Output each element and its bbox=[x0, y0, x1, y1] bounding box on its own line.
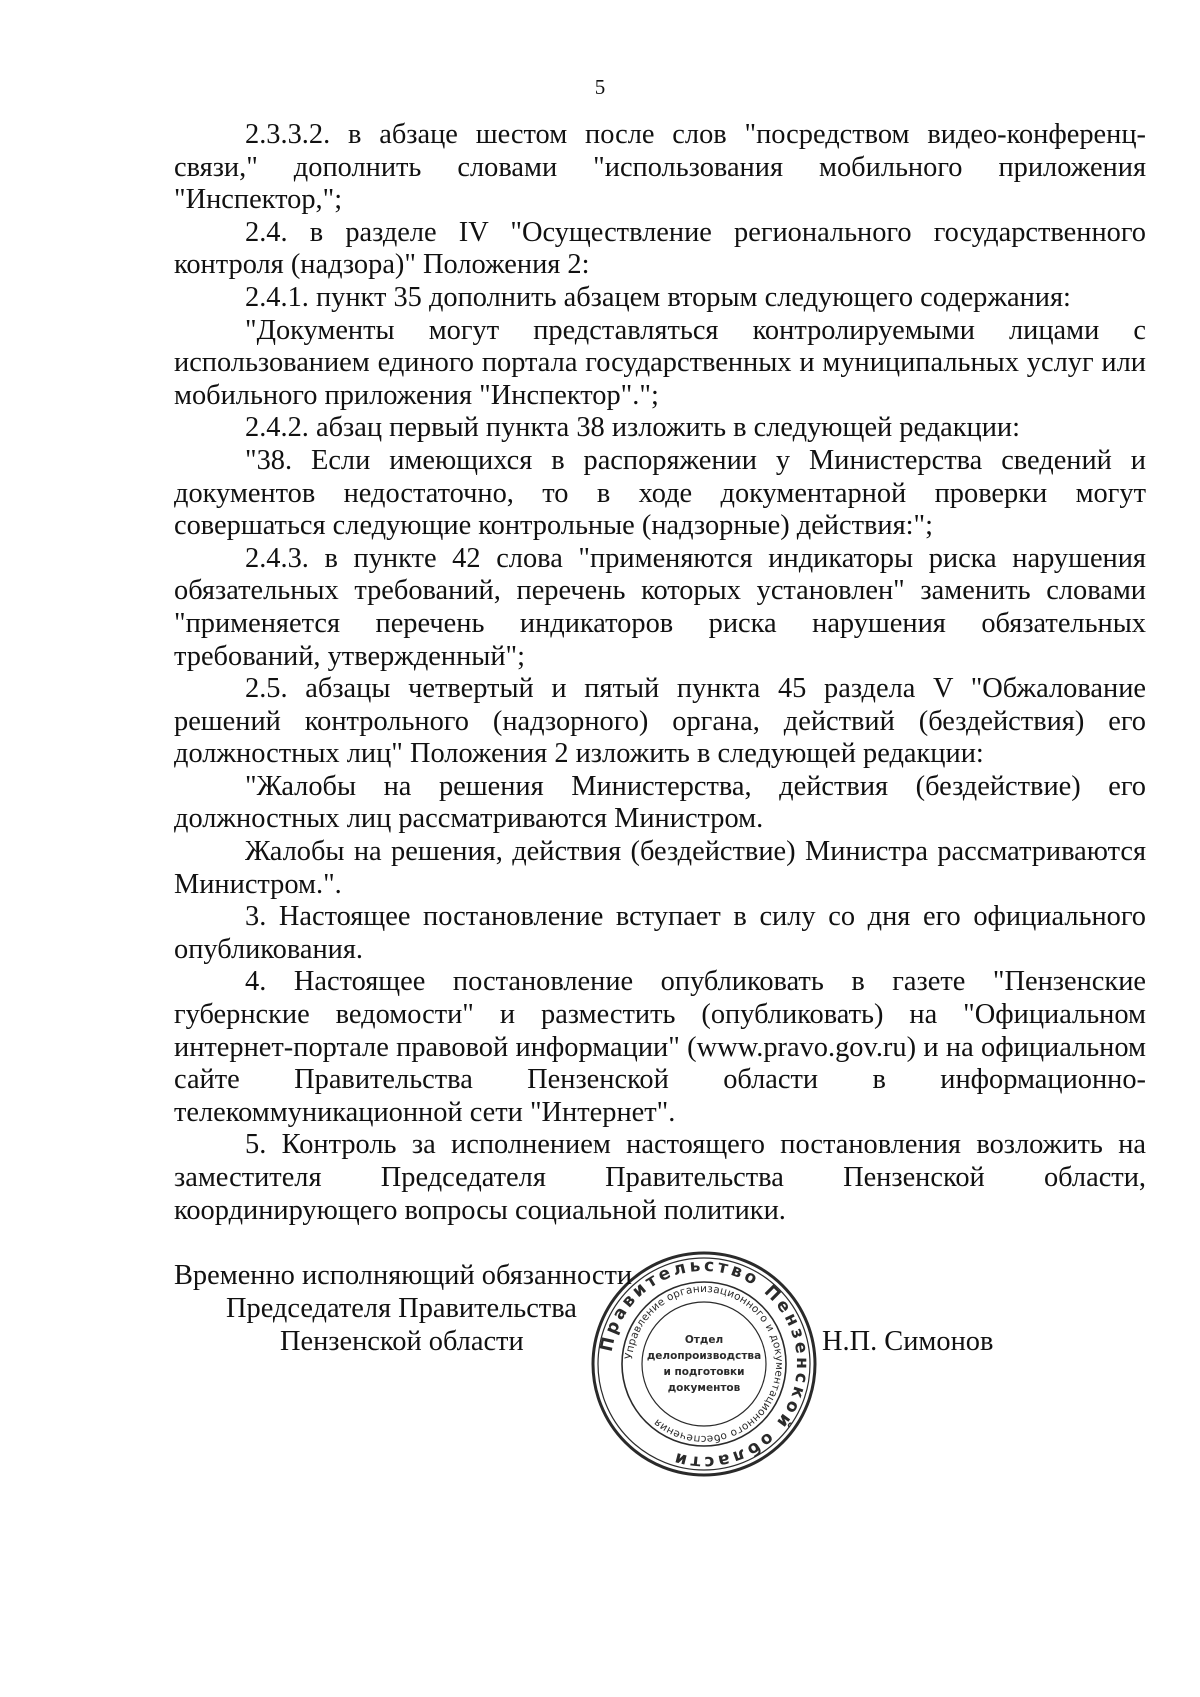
paragraph-2-3-3-2: 2.3.3.2. в абзаце шестом после слов "посредством видео-конференц-связи," дополнить словами "использования мобильного приложения "Инспектор,"; bbox=[174, 119, 1146, 216]
paragraph-quote-38: "38. Если имеющихся в распоряжении у Министерства сведений и документов недостаточно, то в ходе документарной проверки могут совершаться следующие контрольные (надзорные) действия:"; bbox=[174, 444, 1146, 542]
stamp-inner-text bbox=[623, 1283, 785, 1445]
page-number: 5 bbox=[594, 75, 606, 99]
stamp-outer-textpath: Правительство Пензенской области bbox=[596, 1255, 813, 1473]
paragraph-5: 5. Контроль за исполнением настоящего постановления возложить на заместителя Председателя Правительства Пензенской области, координирующего вопросы социальной политики. bbox=[174, 1129, 1146, 1226]
paragraph-2-5: 2.5. абзацы четвертый и пятый пункта 45 раздела V "Обжалование решений контрольного (надзорного) органа, действий (бездействия) его должностных лиц" Положения 2 изложить в следующей редакции: bbox=[174, 673, 1146, 770]
paragraph-quote-complaints-2: Жалобы на решения, действия (бездействие) Министра рассматриваются Министром.". bbox=[174, 836, 1146, 900]
paragraph-quote-documents: "Документы могут представляться контролируемыми лицами с использованием единого портала государственных и муниципальных услуг или мобильного приложения "Инспектор"."; bbox=[174, 314, 1146, 411]
signatory-title-line-2: Председателя Правительства bbox=[226, 1293, 577, 1324]
signatory-name: Н.П. Симонов bbox=[822, 1326, 994, 1357]
stamp-center-line-1: Отдел bbox=[684, 1334, 724, 1346]
paragraph-quote-complaints-1: "Жалобы на решения Министерства, действия (бездействие) его должностных лиц рассматриваются Министром. bbox=[174, 770, 1146, 835]
paragraph-2-4-1: 2.4.1. пункт 35 дополнить абзацем вторым следующего содержания: bbox=[245, 281, 1071, 313]
stamp-center-line-4: документов bbox=[667, 1382, 741, 1394]
paragraph-2-4: 2.4. в разделе IV "Осуществление регионального государственного контроля (надзора)" Положения 2: bbox=[174, 216, 1146, 281]
stamp-center-line-3: и подготовки bbox=[663, 1366, 745, 1378]
paragraph-2-4-3: 2.4.3. в пункте 42 слова "применяются индикаторы риска нарушения обязательных требований, перечень которых установлен" заменить словами "применяется перечень индикаторов риска нарушения обязательных требований, утвержденный"; bbox=[174, 542, 1146, 672]
paragraph-3: 3. Настоящее постановление вступает в силу со дня его официального опубликования. bbox=[174, 901, 1146, 965]
stamp-center-line-2: делопроизводства bbox=[646, 1350, 762, 1362]
signatory-title-line-1: Временно исполняющий обязанности bbox=[174, 1260, 633, 1291]
paragraph-4: 4. Настоящее постановление опубликовать в газете "Пензенские губернские ведомости" и разместить (опубликовать) на "Официальном интернет-портале правовой информации" (www.pravo.gov.ru) и на официальном сайте Правительства Пензенской области в информационно-телекоммуникационной сети "Интернет". bbox=[174, 966, 1146, 1128]
paragraph-2-4-2: 2.4.2. абзац первый пункта 38 изложить в следующей редакции: bbox=[245, 412, 1020, 444]
document-body bbox=[174, 119, 1146, 1227]
stamp-inner-textpath: Управление организационного и документационного обеспечения bbox=[623, 1282, 786, 1446]
signatory-title-line-3: Пензенской области bbox=[280, 1326, 524, 1357]
